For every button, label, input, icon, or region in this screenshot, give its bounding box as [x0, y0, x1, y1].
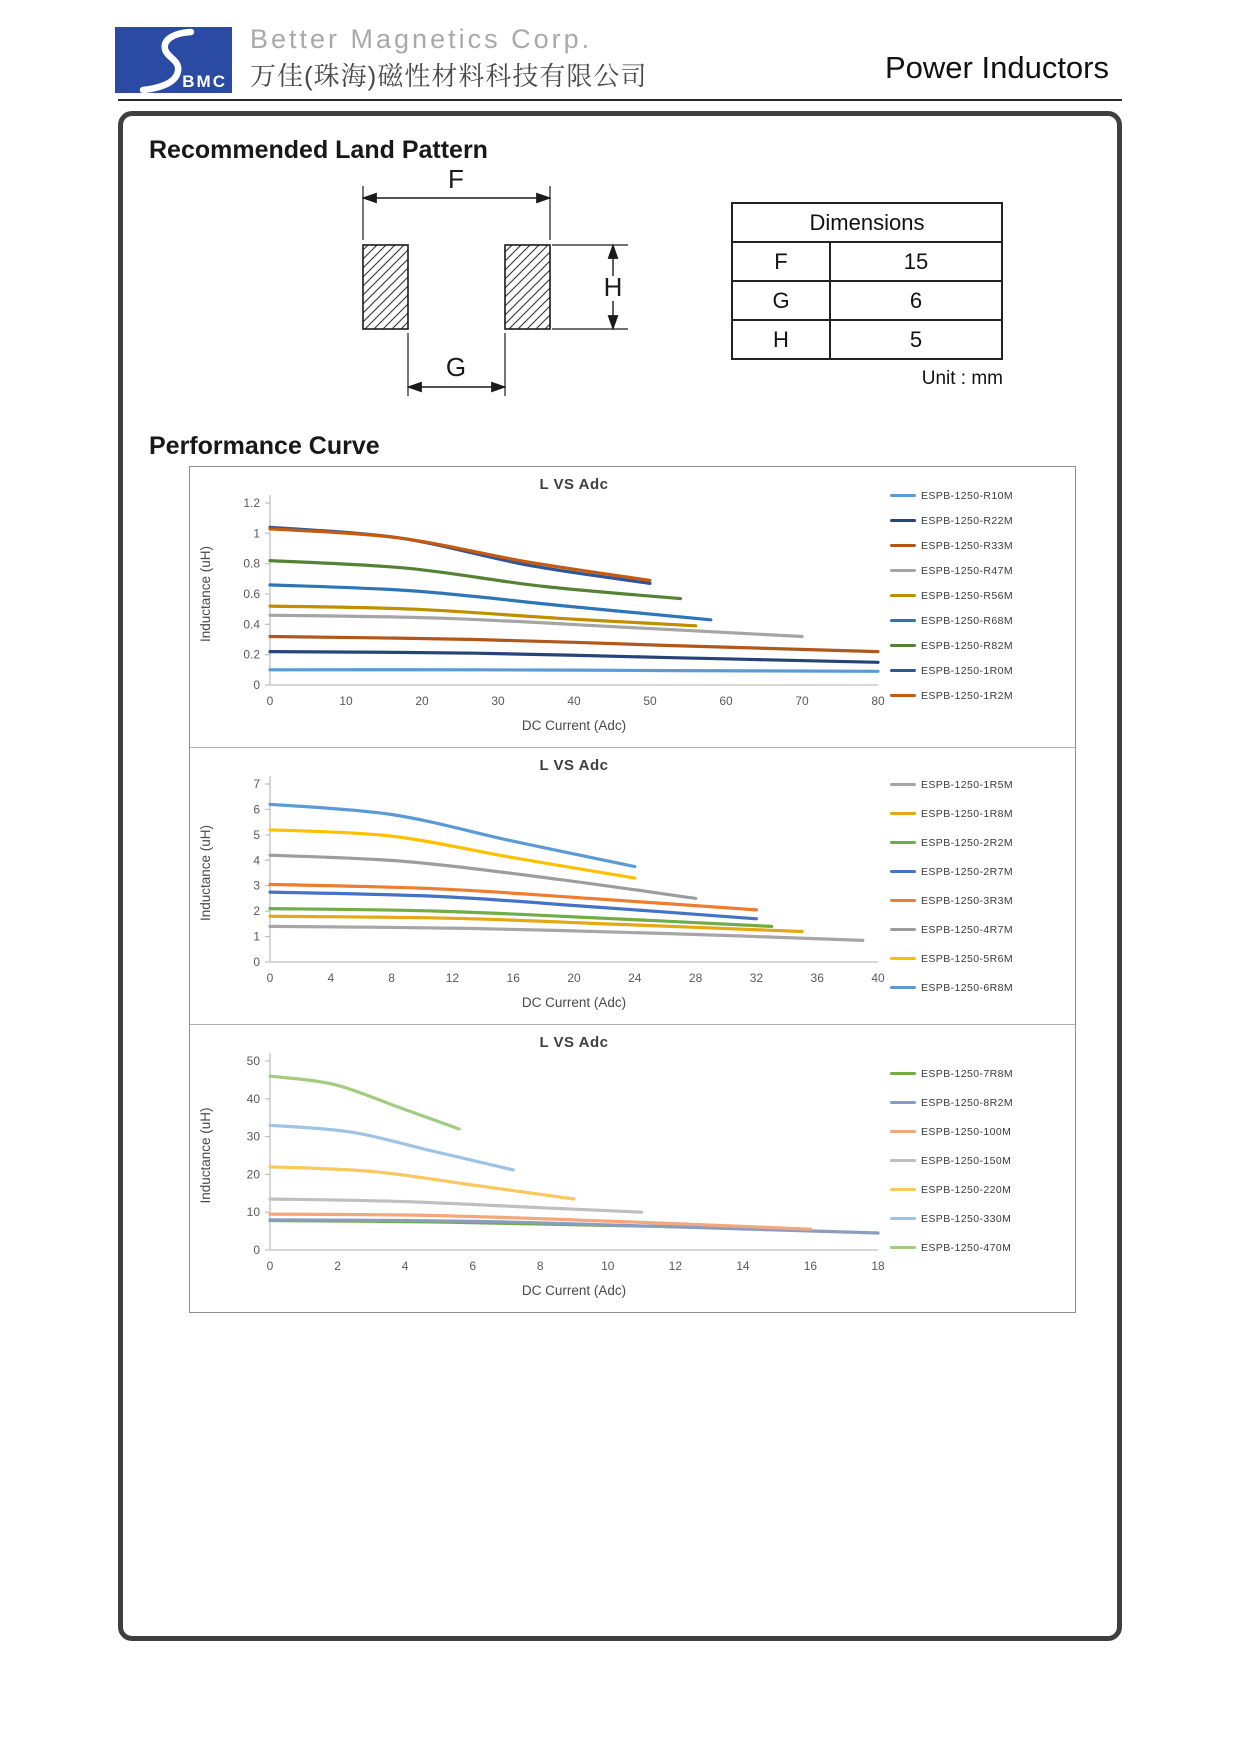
- x-axis-label: DC Current (Adc): [521, 1283, 627, 1298]
- table-row: [732, 281, 1002, 320]
- series-ESPB-1250-1R2M: [270, 529, 650, 581]
- f-dimension-label: F: [448, 164, 464, 194]
- y-tick-label: 1: [253, 526, 260, 541]
- legend-swatch: [890, 1217, 916, 1220]
- legend-label: ESPB-1250-R10M: [921, 489, 1013, 502]
- x-tick-label: 28: [688, 971, 703, 985]
- land-pattern-diagram: [313, 156, 693, 416]
- series-ESPB-1250-8R2M: [270, 1220, 878, 1233]
- land-pad-left: [363, 245, 408, 329]
- legend-label: ESPB-1250-8R2M: [921, 1096, 1013, 1109]
- legend-label: ESPB-1250-1R0M: [921, 664, 1013, 677]
- legend-swatch: [890, 1101, 916, 1104]
- legend-label: ESPB-1250-6R8M: [921, 981, 1013, 994]
- y-tick-label: 3: [253, 878, 260, 893]
- x-tick-label: 4: [327, 971, 335, 985]
- legend-swatch: [890, 870, 916, 873]
- value-cell: 15: [830, 242, 1002, 281]
- x-tick-label: 20: [415, 694, 429, 708]
- x-tick-label: 0: [266, 1259, 274, 1273]
- x-tick-label: 36: [810, 971, 824, 985]
- x-tick-label: 18: [871, 1259, 885, 1273]
- y-tick-label: 1.2: [243, 496, 260, 510]
- legend-swatch: [890, 841, 916, 844]
- legend-swatch: [890, 783, 916, 786]
- y-tick-label: 30: [246, 1129, 260, 1144]
- value-cell: 5: [830, 320, 1002, 359]
- legend-label: ESPB-1250-R56M: [921, 589, 1013, 602]
- table-row: [732, 242, 1002, 281]
- legend-label: ESPB-1250-R82M: [921, 639, 1013, 652]
- legend-swatch: [890, 1188, 916, 1191]
- chart-title: L VS Adc: [539, 476, 609, 493]
- legend-label: ESPB-1250-R68M: [921, 614, 1013, 627]
- legend-item: [890, 1117, 1075, 1146]
- x-tick-label: 12: [445, 971, 460, 985]
- legend-swatch: [890, 899, 916, 902]
- chart-title: L VS Adc: [539, 757, 609, 774]
- y-tick-label: 40: [246, 1091, 260, 1106]
- company-name-en: Better Magnetics Corp.: [250, 24, 593, 54]
- dimensions-table-wrap: [731, 202, 1003, 390]
- legend-swatch: [890, 619, 916, 622]
- series-ESPB-1250-150M: [270, 1199, 642, 1212]
- x-tick-label: 60: [719, 694, 733, 708]
- x-tick-label: 30: [491, 694, 505, 708]
- value-cell: 6: [830, 281, 1002, 320]
- legend-swatch: [890, 669, 916, 672]
- chart-l-vs-adc-1: [190, 467, 1075, 747]
- x-tick-label: 0: [266, 694, 274, 708]
- y-tick-label: 10: [246, 1205, 260, 1220]
- x-tick-label: 16: [506, 971, 520, 985]
- legend-label: ESPB-1250-100M: [921, 1125, 1012, 1138]
- page-title: Power Inductors: [885, 50, 1109, 85]
- x-tick-label: 12: [668, 1259, 683, 1273]
- y-tick-label: 5: [253, 827, 260, 842]
- legend-label: ESPB-1250-1R5M: [921, 778, 1013, 791]
- x-tick-label: 20: [567, 971, 581, 985]
- param-cell: H: [732, 320, 830, 359]
- legend-item: [890, 508, 1075, 533]
- x-tick-label: 4: [401, 1259, 409, 1273]
- y-tick-label: 0: [253, 955, 260, 969]
- y-tick-label: 0: [253, 1243, 260, 1257]
- dimensions-table: [731, 202, 1003, 360]
- chart-title: L VS Adc: [539, 1034, 609, 1051]
- legend-swatch: [890, 1130, 916, 1133]
- legend-label: ESPB-1250-470M: [921, 1241, 1012, 1254]
- legend-item: [890, 533, 1075, 558]
- param-cell: F: [732, 242, 830, 281]
- legend-item: [890, 583, 1075, 608]
- legend-item: [890, 1146, 1075, 1175]
- legend-swatch: [890, 694, 916, 697]
- y-tick-label: 0: [253, 678, 260, 692]
- header-divider: [118, 99, 1122, 101]
- x-tick-label: 50: [643, 694, 657, 708]
- y-tick-label: 2: [253, 904, 260, 919]
- legend-item: [890, 1175, 1075, 1204]
- x-tick-label: 8: [536, 1259, 544, 1273]
- x-tick-label: 40: [567, 694, 581, 708]
- legend-label: ESPB-1250-2R7M: [921, 865, 1013, 878]
- legend-swatch: [890, 1246, 916, 1249]
- legend-item: [890, 1059, 1075, 1088]
- bmc-logo-text: BMC: [182, 72, 227, 91]
- legend-item: [890, 886, 1075, 915]
- chart-plot-area: [190, 1025, 888, 1312]
- series-ESPB-1250-R33M: [270, 637, 878, 652]
- legend-item: [890, 799, 1075, 828]
- chart-l-vs-adc-3: [190, 1024, 1075, 1312]
- legend-swatch: [890, 644, 916, 647]
- legend-label: ESPB-1250-220M: [921, 1183, 1012, 1196]
- y-axis-label: Inductance (uH): [198, 1107, 213, 1204]
- legend-item: [890, 633, 1075, 658]
- legend-swatch: [890, 928, 916, 931]
- legend-label: ESPB-1250-R47M: [921, 564, 1013, 577]
- chart-svg: [190, 1025, 888, 1312]
- content-frame: [118, 111, 1122, 1641]
- x-tick-label: 16: [803, 1259, 818, 1273]
- land-pattern-section-title: Recommended Land Pattern: [149, 136, 488, 164]
- legend-item: [890, 1204, 1075, 1233]
- legend-label: ESPB-1250-7R8M: [921, 1067, 1013, 1080]
- legend-label: ESPB-1250-1R2M: [921, 689, 1013, 702]
- y-tick-label: 0.2: [243, 647, 260, 662]
- y-tick-label: 1: [253, 929, 260, 944]
- x-axis-label: DC Current (Adc): [521, 718, 627, 733]
- chart-svg: [190, 467, 888, 747]
- x-tick-label: 10: [339, 694, 353, 708]
- company-name-cn: 万佳(珠海)磁性材料科技有限公司: [250, 61, 648, 91]
- legend-item: [890, 973, 1075, 1002]
- legend-swatch: [890, 1072, 916, 1075]
- x-tick-label: 10: [601, 1259, 615, 1273]
- legend-swatch: [890, 986, 916, 989]
- y-tick-label: 7: [253, 777, 260, 791]
- y-axis-label: Inductance (uH): [198, 824, 213, 922]
- chart-legend: [888, 1025, 1075, 1312]
- x-tick-label: 14: [736, 1259, 750, 1273]
- x-tick-label: 24: [628, 971, 642, 985]
- y-tick-label: 0.8: [243, 556, 260, 571]
- legend-item: [890, 828, 1075, 857]
- chart-plot-area: [190, 748, 888, 1024]
- legend-item: [890, 770, 1075, 799]
- x-tick-label: 70: [795, 694, 809, 708]
- legend-label: ESPB-1250-150M: [921, 1154, 1012, 1167]
- legend-swatch: [890, 494, 916, 497]
- legend-swatch: [890, 957, 916, 960]
- table-row: [732, 320, 1002, 359]
- y-tick-label: 4: [253, 853, 260, 868]
- x-tick-label: 0: [266, 971, 274, 985]
- land-pad-right: [505, 245, 550, 329]
- legend-item: [890, 658, 1075, 683]
- x-tick-label: 6: [469, 1259, 477, 1273]
- y-tick-label: 0.6: [243, 587, 260, 601]
- x-tick-label: 2: [334, 1259, 341, 1273]
- legend-label: ESPB-1250-1R8M: [921, 807, 1013, 820]
- g-dimension-label: G: [445, 352, 467, 382]
- legend-item: [890, 683, 1075, 708]
- legend-label: ESPB-1250-2R2M: [921, 836, 1013, 849]
- legend-item: [890, 915, 1075, 944]
- chart-plot-area: [190, 467, 888, 747]
- performance-section-title: Performance Curve: [149, 432, 380, 460]
- h-dimension-label: H: [603, 272, 623, 302]
- legend-swatch: [890, 544, 916, 547]
- series-ESPB-1250-R10M: [270, 670, 878, 672]
- legend-label: ESPB-1250-330M: [921, 1212, 1012, 1225]
- chart-legend: [888, 748, 1075, 1024]
- legend-swatch: [890, 519, 916, 522]
- series-ESPB-1250-R22M: [270, 652, 878, 663]
- y-tick-label: 6: [253, 802, 260, 817]
- legend-label: ESPB-1250-4R7M: [921, 923, 1013, 936]
- legend-label: ESPB-1250-5R6M: [921, 952, 1013, 965]
- x-tick-label: 32: [749, 971, 764, 985]
- legend-item: [890, 1233, 1075, 1262]
- x-tick-label: 40: [871, 971, 885, 985]
- bmc-logo-svg: [115, 27, 232, 93]
- legend-item: [890, 483, 1075, 508]
- param-cell: G: [732, 281, 830, 320]
- chart-svg: [190, 748, 888, 1024]
- legend-item: [890, 857, 1075, 886]
- legend-label: ESPB-1250-3R3M: [921, 894, 1013, 907]
- x-tick-label: 80: [871, 694, 885, 708]
- series-ESPB-1250-470M: [270, 1076, 459, 1129]
- legend-item: [890, 608, 1075, 633]
- series-ESPB-1250-220M: [270, 1167, 574, 1199]
- table-header-row: [732, 203, 1002, 242]
- x-axis-label: DC Current (Adc): [521, 995, 627, 1010]
- performance-charts-box: [189, 466, 1076, 1313]
- legend-swatch: [890, 812, 916, 815]
- legend-swatch: [890, 1159, 916, 1162]
- legend-label: ESPB-1250-R22M: [921, 514, 1013, 527]
- y-tick-label: 20: [246, 1167, 260, 1182]
- legend-item: [890, 944, 1075, 973]
- legend-item: [890, 558, 1075, 583]
- chart-l-vs-adc-2: [190, 747, 1075, 1024]
- legend-swatch: [890, 594, 916, 597]
- unit-note: Unit : mm: [921, 368, 1003, 389]
- y-tick-label: 50: [246, 1054, 260, 1068]
- chart-legend: [888, 467, 1075, 747]
- y-axis-label: Inductance (uH): [198, 545, 213, 643]
- bmc-logo: [115, 27, 232, 98]
- series-ESPB-1250-1R5M: [270, 926, 863, 940]
- y-tick-label: 0.4: [243, 617, 260, 632]
- legend-swatch: [890, 569, 916, 572]
- legend-label: ESPB-1250-R33M: [921, 539, 1013, 552]
- x-tick-label: 8: [388, 971, 395, 985]
- table-title: Dimensions: [732, 203, 1002, 242]
- legend-item: [890, 1088, 1075, 1117]
- series-ESPB-1250-330M: [270, 1125, 513, 1170]
